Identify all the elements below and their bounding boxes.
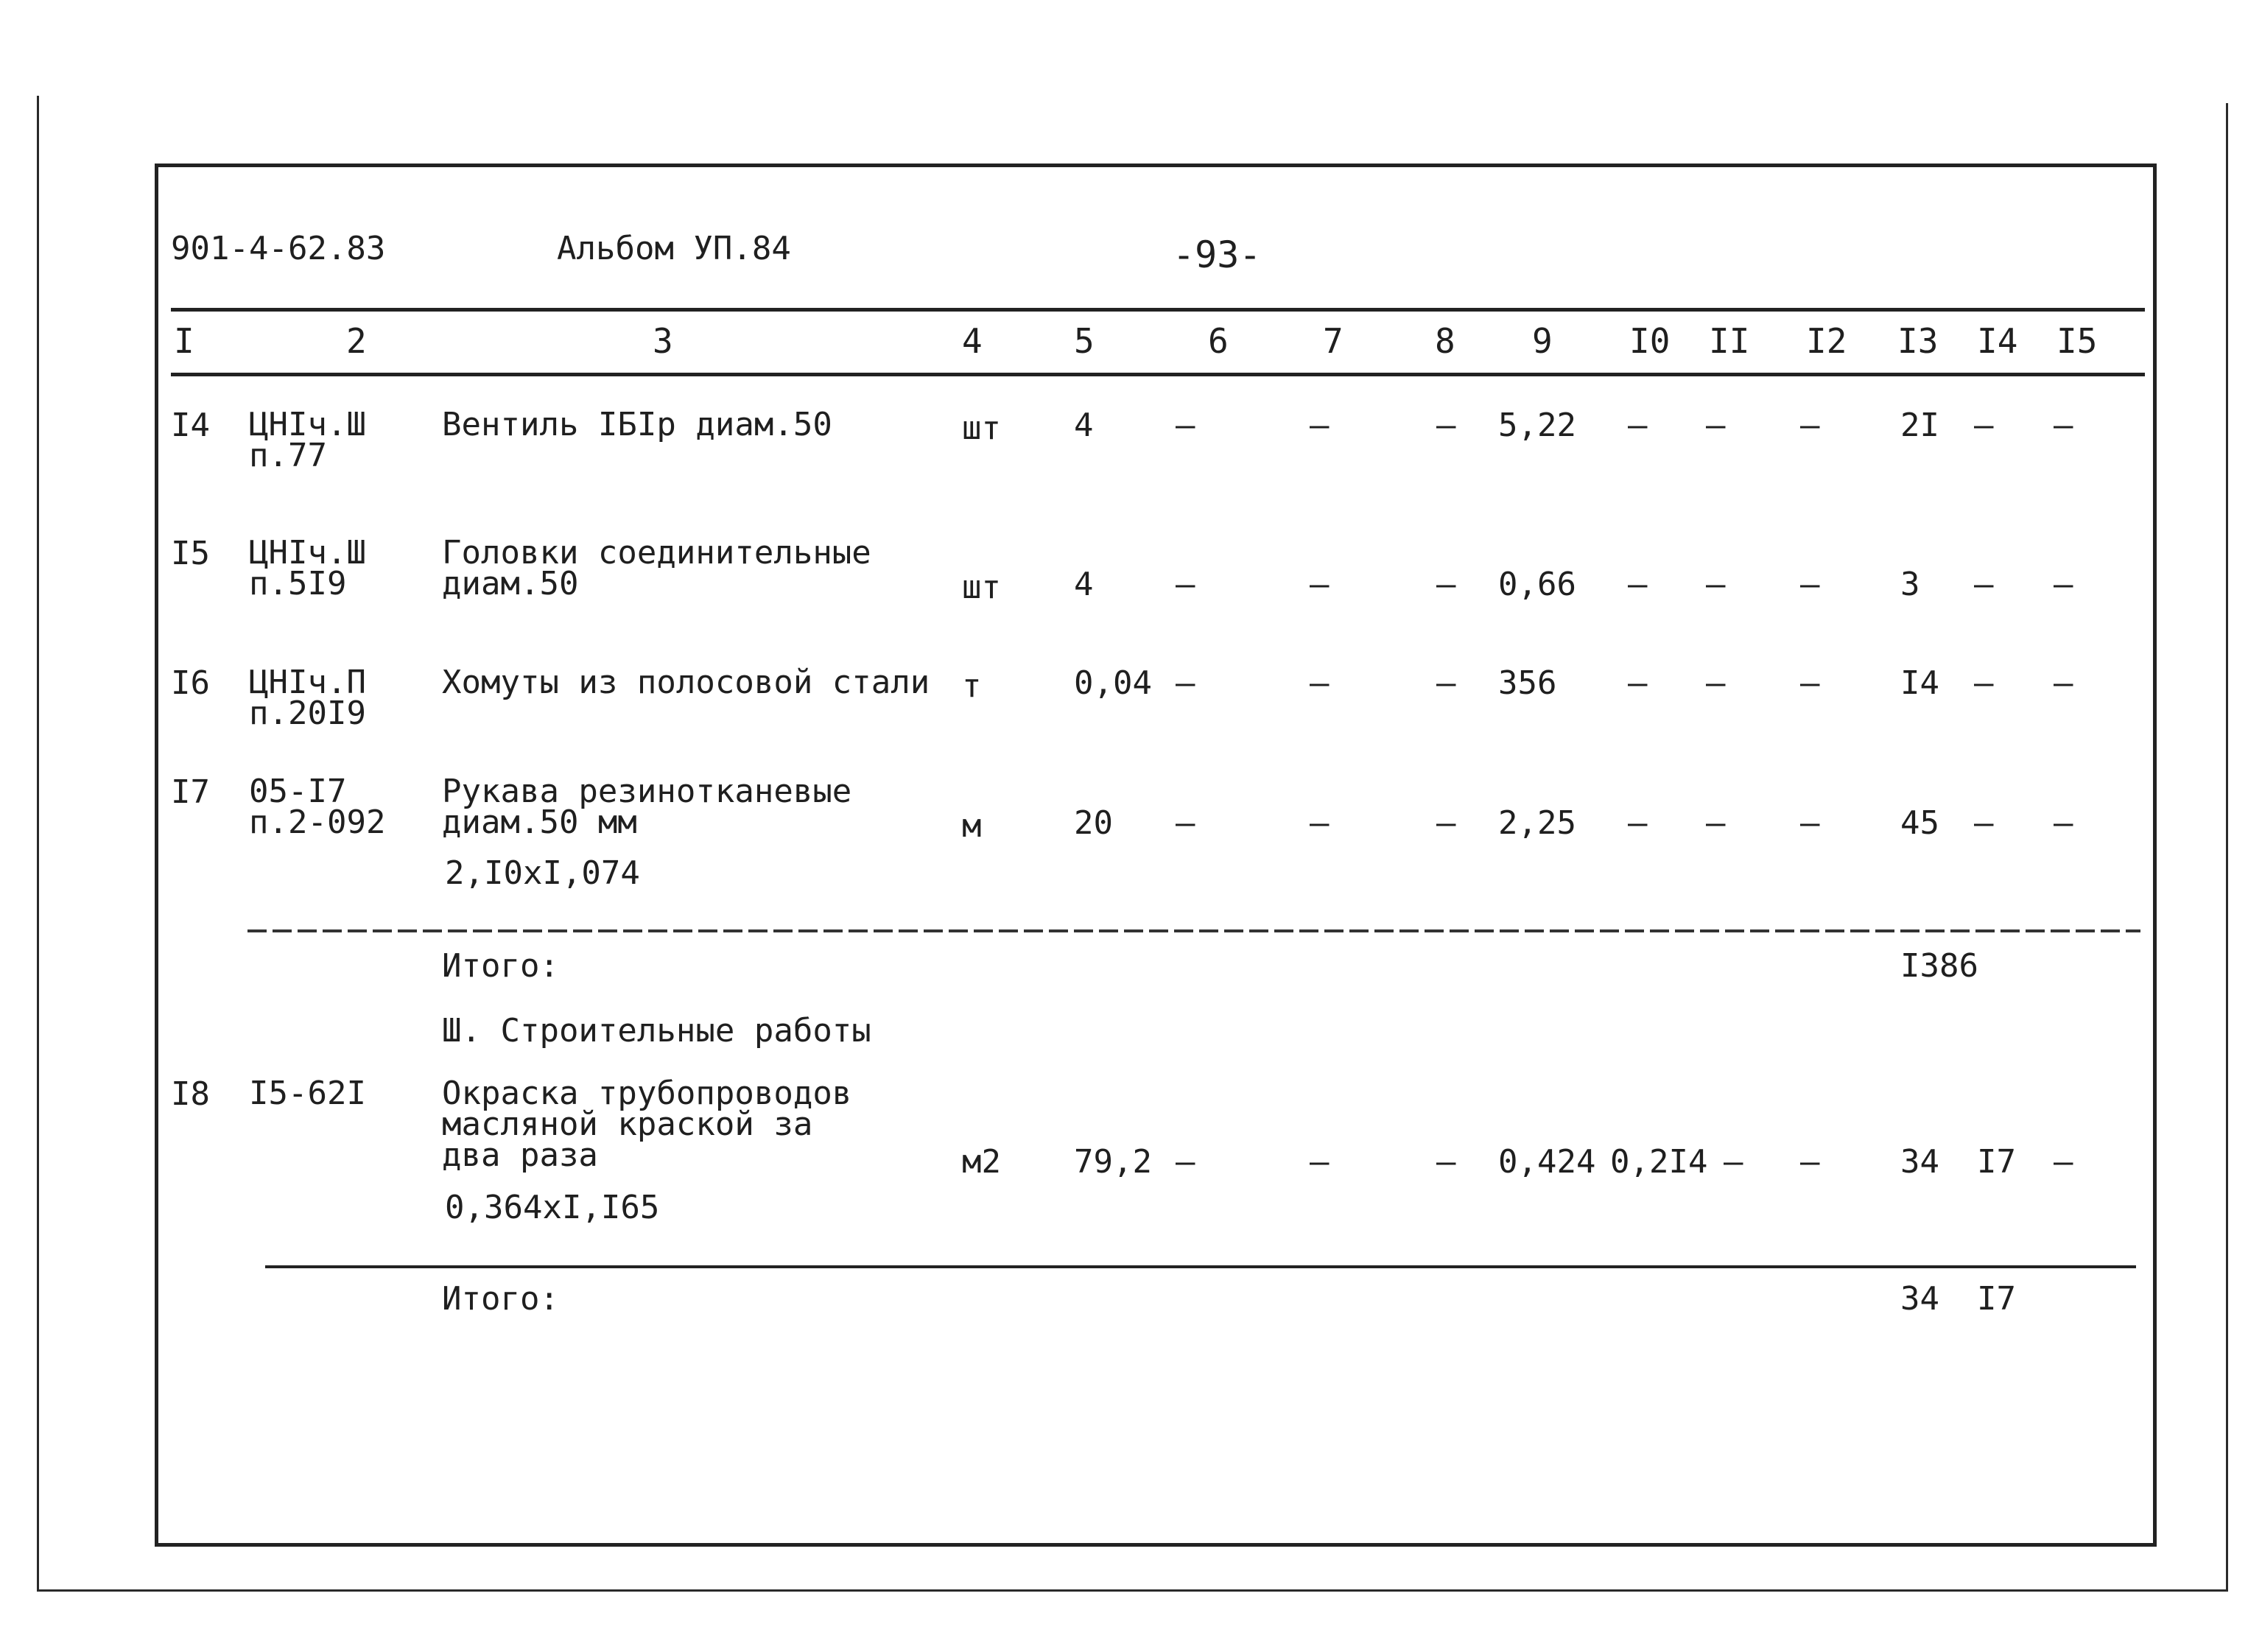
row-c7: – xyxy=(1310,804,1330,842)
col-header: I3 xyxy=(1897,321,1939,361)
row-number: I8 xyxy=(171,1075,210,1113)
left-margin-line xyxy=(37,96,39,1591)
header-top-rule xyxy=(171,308,2145,312)
row-c15: – xyxy=(2054,566,2073,603)
row-c8: – xyxy=(1436,407,1456,444)
row-c10: – xyxy=(1628,407,1648,444)
row-c10: 0,2I4 xyxy=(1610,1143,1708,1181)
row-c12: – xyxy=(1800,1143,1820,1181)
row-c10: – xyxy=(1628,566,1648,603)
subtotal-rule xyxy=(247,929,2140,932)
row-c15: – xyxy=(2054,664,2073,702)
row-c8: – xyxy=(1436,664,1456,702)
row-c13: 34 xyxy=(1900,1143,1939,1181)
row-c15: – xyxy=(2054,407,2073,444)
row-c11: – xyxy=(1724,1143,1743,1181)
col-header: 4 xyxy=(962,321,983,361)
album-label: Альбом УП.84 xyxy=(557,230,791,267)
row-extra: 2,I0xI,074 xyxy=(445,854,640,892)
col-header: 8 xyxy=(1435,321,1455,361)
col-header: I xyxy=(174,321,194,361)
row-c9: 0,424 xyxy=(1498,1143,1596,1181)
row-c14: – xyxy=(1974,664,1994,702)
subtotal-value: 34 xyxy=(1900,1280,1939,1318)
subtotal-value: I7 xyxy=(1977,1280,2016,1318)
row-c5: 79,2 xyxy=(1074,1143,1152,1181)
row-description: Вентиль IБIр диам.50 xyxy=(442,406,832,443)
row-c9: 356 xyxy=(1498,664,1557,702)
row-reference: ЦНIч.Ш п.5I9 xyxy=(249,534,366,602)
row-c15: – xyxy=(2054,1143,2073,1181)
subtotal-rule xyxy=(265,1265,2136,1268)
col-header: 5 xyxy=(1074,321,1095,361)
row-c6: – xyxy=(1176,804,1195,842)
col-header: I4 xyxy=(1977,321,2018,361)
row-c11: – xyxy=(1706,664,1726,702)
row-c5: 4 xyxy=(1074,407,1094,444)
col-header: 6 xyxy=(1208,321,1229,361)
col-header: II xyxy=(1709,321,1750,361)
row-reference: 05-I7 п.2-092 xyxy=(249,773,386,841)
row-c11: – xyxy=(1706,804,1726,842)
row-reference: ЦНIч.П п.20I9 xyxy=(249,664,366,732)
row-c11: – xyxy=(1706,566,1726,603)
col-header: 3 xyxy=(653,321,673,361)
subtotal-label: Итого: xyxy=(442,1280,559,1318)
row-c5: 0,04 xyxy=(1074,664,1152,702)
col-header: I0 xyxy=(1629,321,1671,361)
col-header: 2 xyxy=(346,321,367,361)
row-number: I7 xyxy=(171,773,210,811)
doc-code: 901-4-62.83 xyxy=(171,230,386,267)
row-c9: 5,22 xyxy=(1498,407,1576,444)
row-unit: т xyxy=(962,667,982,705)
right-margin-line xyxy=(2226,103,2228,1591)
row-c13: 45 xyxy=(1900,804,1939,842)
row-c9: 2,25 xyxy=(1498,804,1576,842)
row-c5: 4 xyxy=(1074,566,1094,603)
row-description: Головки соединительные диам.50 xyxy=(442,534,871,602)
subtotal-value: I386 xyxy=(1900,947,1978,985)
row-c6: – xyxy=(1176,407,1195,444)
col-header: I2 xyxy=(1806,321,1847,361)
row-c11: – xyxy=(1706,407,1726,444)
row-c8: – xyxy=(1436,1143,1456,1181)
row-c14: – xyxy=(1974,804,1994,842)
row-c12: – xyxy=(1800,804,1820,842)
row-number: I5 xyxy=(171,535,210,572)
row-description: Окраска трубопроводов масляной краской за два раза xyxy=(442,1075,852,1174)
bottom-margin-line xyxy=(37,1589,2228,1592)
row-reference: ЦНIч.Ш п.77 xyxy=(249,406,366,474)
row-c14: – xyxy=(1974,407,1994,444)
col-header: I5 xyxy=(2056,321,2098,361)
row-c7: – xyxy=(1310,566,1330,603)
row-c14: – xyxy=(1974,566,1994,603)
row-c13: 2I xyxy=(1900,407,1939,444)
row-c10: – xyxy=(1628,664,1648,702)
row-c6: – xyxy=(1176,664,1195,702)
row-unit: шт xyxy=(962,569,1001,606)
row-c13: I4 xyxy=(1900,664,1939,702)
row-description: Хомуты из полосовой стали xyxy=(442,664,930,701)
row-reference: I5-62I xyxy=(249,1075,366,1112)
row-c8: – xyxy=(1436,804,1456,842)
row-c6: – xyxy=(1176,1143,1195,1181)
col-header: 7 xyxy=(1323,321,1343,361)
row-c5: 20 xyxy=(1074,804,1113,842)
row-c7: – xyxy=(1310,407,1330,444)
row-c6: – xyxy=(1176,566,1195,603)
row-unit: м2 xyxy=(962,1143,1001,1181)
row-extra: 0,364xI,I65 xyxy=(445,1189,660,1226)
page-number: -93- xyxy=(1173,233,1262,276)
subtotal-label: Итого: xyxy=(442,947,559,985)
row-c9: 0,66 xyxy=(1498,566,1576,603)
row-unit: шт xyxy=(962,410,1001,447)
section-title: Ш. Строительные работы xyxy=(442,1012,871,1050)
row-c12: – xyxy=(1800,664,1820,702)
row-c7: – xyxy=(1310,664,1330,702)
row-c15: – xyxy=(2054,804,2073,842)
col-header: 9 xyxy=(1532,321,1553,361)
row-unit: м xyxy=(962,807,982,845)
row-number: I6 xyxy=(171,664,210,702)
row-c12: – xyxy=(1800,407,1820,444)
row-c12: – xyxy=(1800,566,1820,603)
header-bottom-rule xyxy=(171,373,2145,376)
row-c8: – xyxy=(1436,566,1456,603)
row-description: Рукава резинотканевые диам.50 мм xyxy=(442,773,852,841)
row-c13: 3 xyxy=(1900,566,1920,603)
row-number: I4 xyxy=(171,407,210,444)
row-c14: I7 xyxy=(1977,1143,2016,1181)
row-c7: – xyxy=(1310,1143,1330,1181)
row-c10: – xyxy=(1628,804,1648,842)
